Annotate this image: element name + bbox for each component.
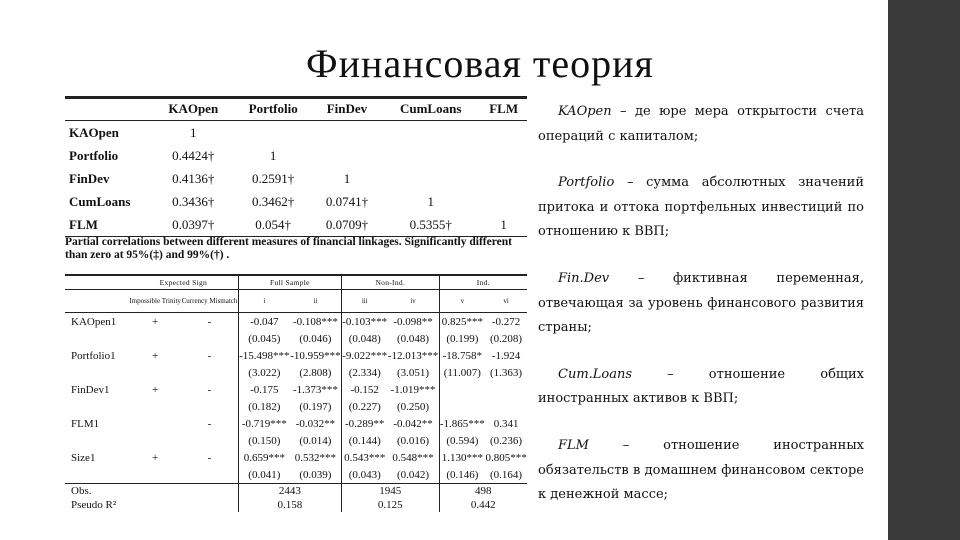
se-cell: (2.334) (348, 366, 381, 379)
table-row (65, 313, 527, 331)
obs-cell: 498 (439, 484, 527, 499)
table-cell: 0.0741† (325, 193, 369, 209)
group-header: Ind. (439, 276, 527, 290)
se-cell: (0.236) (490, 434, 523, 447)
table-cell (381, 167, 480, 190)
table-cell: 0.3436† (172, 193, 215, 209)
table-cell: 0.4136† (172, 170, 215, 186)
table-row (65, 347, 527, 364)
table-row (65, 330, 527, 347)
coef-cell: -0.047 (238, 313, 290, 331)
row-label: KAOpen1 (65, 313, 129, 331)
table-cell: 0.054† (234, 213, 313, 237)
coef-cell: -0.108*** (290, 313, 342, 331)
se-cell: (0.227) (348, 400, 381, 413)
table-cell: 0.0397† (153, 213, 234, 237)
definition-text: – сумма абсолютных значений притока и оттока портфельных инвестиций по отношению к ВВП; (538, 175, 864, 240)
definitions-text (538, 100, 864, 530)
se-cell: (0.164) (490, 468, 523, 481)
group-header: Non-Ind. (341, 276, 439, 290)
sign-cell: + (129, 313, 181, 331)
sign-cell: - (181, 347, 238, 364)
r2-row (65, 498, 527, 512)
row-label: Pseudo R² (71, 499, 117, 511)
sign-cell: - (181, 381, 238, 398)
table-row (65, 449, 527, 466)
se-cell: (0.046) (290, 330, 342, 347)
se-cell: (0.048) (388, 330, 440, 347)
table-row (65, 167, 527, 190)
table-row (65, 144, 527, 167)
header-cell: Portfolio (234, 99, 313, 121)
table-cell: 0.4424† (172, 147, 215, 163)
table-cell (381, 121, 480, 145)
table-cell (381, 144, 480, 167)
coef-cell: -1.865*** (439, 417, 485, 430)
table-cell: 1 (190, 124, 197, 140)
definition-term: KAOpen (558, 104, 612, 119)
se-cell: (0.039) (290, 466, 342, 484)
se-cell: (1.363) (490, 366, 523, 379)
table-row (65, 415, 527, 432)
coef-cell: 1.130*** (441, 451, 483, 464)
se-cell: (0.014) (290, 432, 342, 449)
table-row (65, 381, 527, 398)
se-cell: (0.208) (490, 332, 523, 345)
sign-cell: + (152, 349, 159, 362)
table-cell: 1 (480, 213, 527, 237)
coef-cell: -18.758* (442, 349, 483, 362)
table-row (65, 190, 527, 213)
sign-cell: - (181, 449, 238, 466)
r2-cell: 0.442 (470, 499, 496, 511)
se-cell: (0.144) (348, 434, 381, 447)
empty-corner (65, 276, 129, 290)
coef-cell: 0.532*** (290, 449, 342, 466)
coef-cell: 0.341 (493, 417, 519, 430)
se-cell: (11.007) (443, 366, 481, 379)
se-cell: (0.250) (388, 398, 440, 415)
se-cell: (3.022) (248, 366, 281, 379)
table-cell (480, 121, 527, 145)
sub-header: Impossible Trinity (129, 297, 181, 305)
definition-text: – фиктивная переменная, отвечающая за уровень финансового развития страны; (538, 270, 864, 336)
definition-paragraph (538, 434, 864, 508)
coef-cell: -0.272 (485, 313, 527, 331)
header-cell (65, 99, 153, 121)
group-header-row (65, 276, 527, 290)
correlation-table-note: Partial correlations between different measures of financial linkages. Significantly different than zero at 95%(‡) and 99%(†) . (65, 236, 512, 261)
definition-paragraph (538, 363, 864, 412)
coef-cell: 0.659*** (243, 451, 285, 464)
se-cell: (2.808) (290, 364, 342, 381)
table-cell (313, 144, 381, 167)
column-number: vi (503, 297, 509, 305)
definition-paragraph (538, 267, 864, 341)
coef-cell: -0.032** (290, 415, 342, 432)
slide-title: Финансовая теория (306, 41, 654, 86)
definition-term: FLM (558, 437, 589, 453)
definition-paragraph (538, 171, 864, 245)
correlation-table-header (65, 99, 527, 121)
se-cell (485, 398, 527, 415)
row-label: Size1 (71, 451, 96, 464)
se-cell: (0.041) (248, 468, 281, 481)
coef-cell: -12.013*** (388, 347, 440, 364)
row-label: FinDev (69, 170, 110, 186)
column-number: ii (290, 290, 342, 313)
se-cell: (0.048) (348, 332, 381, 345)
obs-cell: 1945 (341, 484, 439, 499)
table-row (65, 466, 527, 484)
regression-table (65, 274, 527, 540)
se-cell: (0.042) (388, 466, 440, 484)
group-header: Expected Sign (129, 276, 238, 290)
column-number: iv (388, 290, 440, 313)
table-cell: 1 (343, 170, 351, 186)
se-cell: (0.043) (348, 468, 381, 481)
se-cell: (0.594) (446, 434, 479, 447)
column-number: iii (361, 297, 368, 305)
table-cell: 1 (427, 193, 434, 209)
table-cell: 1 (269, 147, 277, 163)
definition-term: Cum.Loans (558, 366, 633, 382)
coef-cell: 0.543*** (344, 451, 386, 464)
table-cell (480, 144, 527, 167)
se-cell: (0.199) (446, 332, 479, 345)
se-cell: (0.150) (248, 434, 281, 447)
header-cell: KAOpen (153, 99, 234, 121)
definition-text: – де юре мера открытости счета операций с капиталом; (538, 104, 864, 144)
sub-header: Currency Mismatch (181, 290, 238, 313)
coef-cell: -0.289** (345, 417, 385, 430)
definition-paragraph (538, 100, 864, 149)
header-cell: CumLoans (381, 99, 480, 121)
table-cell (313, 121, 381, 145)
sign-cell (129, 415, 181, 432)
sign-cell: - (181, 313, 238, 331)
column-number: v (460, 297, 465, 305)
coef-cell: -0.175 (250, 383, 279, 396)
se-cell: (0.182) (248, 400, 281, 413)
table-cell (480, 190, 527, 213)
se-cell (439, 398, 485, 415)
sign-cell: + (152, 451, 159, 464)
sub-header-row (65, 290, 527, 313)
obs-row (65, 484, 527, 499)
se-cell: (0.045) (248, 332, 281, 345)
obs-cell: 2443 (238, 484, 341, 499)
table-cell (234, 121, 313, 145)
definition-text: – отношение общих иностранных активов к ВВП; (538, 366, 864, 407)
row-label: Portfolio (69, 147, 119, 163)
coef-cell: 0.805*** (485, 451, 527, 464)
table-row (65, 121, 527, 145)
table-cell (480, 167, 527, 190)
table-row (65, 213, 527, 237)
table-row (65, 398, 527, 415)
coef-cell: -0.719*** (241, 417, 287, 430)
coef-cell: 0.825*** (439, 313, 485, 331)
row-label: FLM1 (71, 417, 100, 430)
coef-cell: 0.548*** (388, 449, 440, 466)
table-cell: 0.3462† (252, 193, 295, 209)
se-cell: (0.197) (290, 398, 342, 415)
row-label: Portfolio1 (71, 349, 116, 362)
table-cell: 0.5355† (381, 213, 480, 237)
se-cell: (3.051) (388, 364, 440, 381)
table-cell: 0.0709† (313, 213, 381, 237)
coef-cell: -1.019*** (388, 381, 440, 398)
coef-cell: -0.098** (388, 313, 440, 331)
coef-cell: -0.152 (350, 383, 379, 396)
coef-cell: -0.042** (388, 415, 440, 432)
row-label: Obs. (65, 484, 129, 499)
coef-cell: -15.498*** (239, 349, 290, 362)
coef-cell: -10.959*** (290, 347, 342, 364)
header-cell: FLM (480, 99, 527, 121)
coef-cell: -9.022*** (342, 349, 388, 362)
definition-text: – отношение иностранных обязательств в домашнем финансовом секторе к денежной массе; (538, 437, 864, 503)
row-label: FLM (65, 213, 153, 237)
header-cell: FinDev (313, 99, 381, 121)
coef-cell: -0.103*** (341, 313, 387, 331)
table-row (65, 364, 527, 381)
coef-cell: -1.373*** (290, 381, 342, 398)
correlation-table (65, 96, 527, 239)
se-cell: (0.146) (446, 468, 479, 481)
sign-cell: + (152, 383, 159, 396)
column-number: i (263, 297, 266, 305)
coef-cell (439, 381, 485, 398)
row-label: CumLoans (69, 193, 131, 209)
sign-cell: - (181, 415, 238, 432)
definition-term: Fin.Dev (558, 270, 610, 286)
coef-cell (485, 381, 527, 398)
r2-cell: 0.125 (341, 498, 439, 512)
table-row (65, 432, 527, 449)
row-label: KAOpen (69, 124, 119, 140)
group-header: Full Sample (238, 276, 341, 290)
se-cell: (0.016) (388, 432, 440, 449)
row-label: FinDev1 (71, 383, 110, 396)
table-cell: 0.2591† (252, 170, 295, 186)
coef-cell: -1.924 (491, 349, 521, 362)
definition-term: Portfolio (558, 175, 615, 191)
r2-cell: 0.158 (238, 498, 341, 512)
